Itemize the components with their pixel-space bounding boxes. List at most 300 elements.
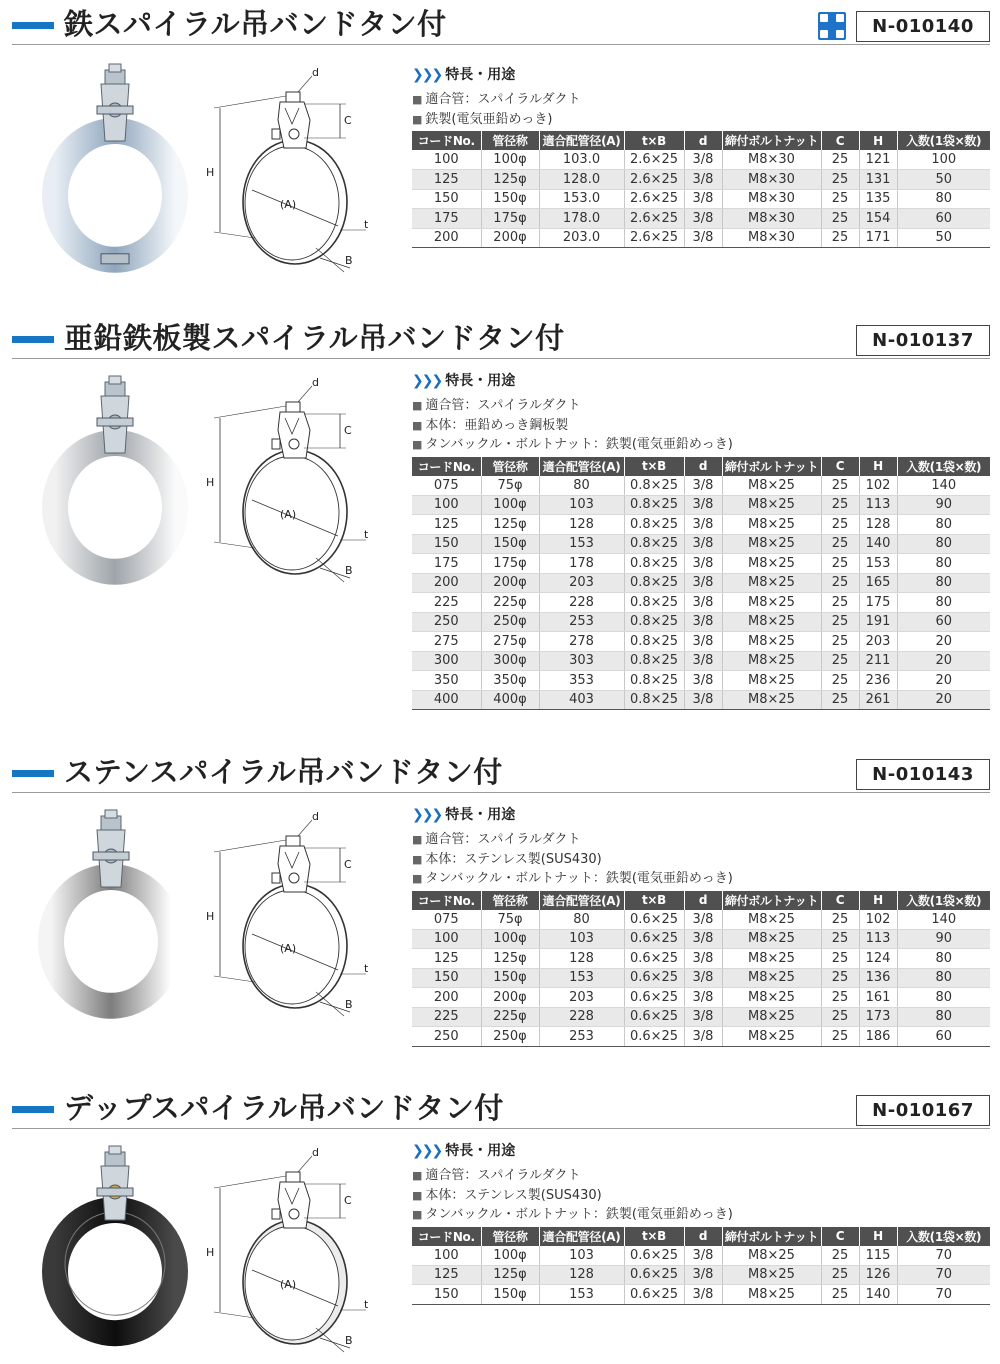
table-row xyxy=(412,1285,990,1305)
table-cell: M8×30 xyxy=(722,170,821,190)
product-photo xyxy=(40,1144,190,1364)
table-cell: 3/8 xyxy=(684,150,722,170)
square-bullet-icon: ■ xyxy=(412,1169,423,1182)
table-cell: 0.8×25 xyxy=(624,515,684,535)
table-cell: 261 xyxy=(859,690,897,710)
table-cell: M8×25 xyxy=(722,495,821,515)
table-cell: M8×25 xyxy=(722,949,821,969)
section-header xyxy=(0,314,1000,360)
table-cell: 25 xyxy=(821,515,859,535)
table-header-cell: t×B xyxy=(624,1227,684,1246)
table-cell: 25 xyxy=(821,534,859,554)
table-cell: 3/8 xyxy=(684,554,722,574)
table-cell: M8×25 xyxy=(722,534,821,554)
table-cell: 121 xyxy=(859,150,897,170)
table-cell: 150 xyxy=(412,534,481,554)
table-cell: 100φ xyxy=(481,495,539,515)
table-cell: 80 xyxy=(897,515,990,535)
table-cell: 153 xyxy=(859,554,897,574)
product-code: N-010137 xyxy=(856,325,990,356)
table-cell: 0.6×25 xyxy=(624,1027,684,1047)
table-cell: 250 xyxy=(412,612,481,632)
table-header-cell: 締付ボルトナット xyxy=(722,891,821,910)
table-cell: 25 xyxy=(821,593,859,613)
table-cell: 175φ xyxy=(481,209,539,229)
table-cell: 25 xyxy=(821,671,859,691)
dim-label-d: d xyxy=(312,1146,319,1159)
table-row xyxy=(412,573,990,593)
table-cell: 3/8 xyxy=(684,910,722,930)
table-row xyxy=(412,632,990,652)
table-cell: 60 xyxy=(897,612,990,632)
band-ring xyxy=(51,877,171,1006)
table-row xyxy=(412,612,990,632)
dim-label-h: H xyxy=(206,476,215,489)
feature-item xyxy=(412,394,581,413)
table-cell: 25 xyxy=(821,1285,859,1305)
table-cell: M8×25 xyxy=(722,988,821,1008)
table-cell: M8×25 xyxy=(722,929,821,949)
feature-text: 適合管：スパイラルダクト xyxy=(425,832,581,847)
table-cell: 150φ xyxy=(481,1285,539,1305)
table-header-cell: 管径称 xyxy=(481,131,539,150)
table-cell: 153 xyxy=(539,1285,624,1305)
product-section xyxy=(0,748,1000,1044)
table-cell: 25 xyxy=(821,612,859,632)
feature-item xyxy=(412,848,602,867)
table-cell: 80 xyxy=(897,988,990,1008)
table-cell: 90 xyxy=(897,929,990,949)
table-row xyxy=(412,671,990,691)
table-row xyxy=(412,929,990,949)
table-cell: M8×25 xyxy=(722,651,821,671)
table-header-cell: 締付ボルトナット xyxy=(722,131,821,150)
table-cell: 126 xyxy=(859,1265,897,1285)
table-cell: 175 xyxy=(859,593,897,613)
table-cell: 0.8×25 xyxy=(624,476,684,496)
dim-label-d: d xyxy=(312,376,319,389)
section-title: 亜鉛鉄板製スパイラル吊バンドタン付 xyxy=(64,321,565,355)
table-cell: 350 xyxy=(412,671,481,691)
table-cell: 154 xyxy=(859,209,897,229)
table-cell: M8×25 xyxy=(722,1285,821,1305)
table-cell: 3/8 xyxy=(684,534,722,554)
table-cell: 250φ xyxy=(481,1027,539,1047)
table-cell: 80 xyxy=(897,593,990,613)
section-divider xyxy=(12,1128,990,1129)
table-row xyxy=(412,189,990,209)
table-cell: 125φ xyxy=(481,515,539,535)
table-row xyxy=(412,534,990,554)
table-cell: 300φ xyxy=(481,651,539,671)
table-row xyxy=(412,1007,990,1027)
table-row xyxy=(412,209,990,229)
feature-item xyxy=(412,88,581,107)
table-cell: 103 xyxy=(539,495,624,515)
table-cell: 3/8 xyxy=(684,612,722,632)
table-cell: M8×30 xyxy=(722,228,821,248)
table-cell: 0.8×25 xyxy=(624,495,684,515)
table-cell: 0.8×25 xyxy=(624,534,684,554)
table-cell: 80 xyxy=(539,476,624,496)
table-cell: 60 xyxy=(897,1027,990,1047)
feature-item xyxy=(412,1203,733,1222)
table-header-row xyxy=(412,891,990,910)
table-header-cell: H xyxy=(859,457,897,476)
product-code: N-010143 xyxy=(856,759,990,790)
chevron-right-icon: ❯❯❯ xyxy=(412,1143,442,1159)
feature-item xyxy=(412,433,733,452)
table-cell: 25 xyxy=(821,209,859,229)
table-header-cell: 締付ボルトナット xyxy=(722,1227,821,1246)
table-row xyxy=(412,1027,990,1047)
table-cell: 3/8 xyxy=(684,228,722,248)
table-header-cell: コードNo. xyxy=(412,131,481,150)
section-divider xyxy=(12,792,990,793)
table-cell: 3/8 xyxy=(684,170,722,190)
dim-label-c: C xyxy=(344,114,352,127)
dim-label-h: H xyxy=(206,1246,215,1259)
table-cell: 3/8 xyxy=(684,1285,722,1305)
table-cell: 253 xyxy=(539,1027,624,1047)
table-cell: M8×25 xyxy=(722,968,821,988)
table-cell: 25 xyxy=(821,1007,859,1027)
dim-label-h: H xyxy=(206,910,215,923)
table-cell: 80 xyxy=(897,189,990,209)
table-cell: 3/8 xyxy=(684,1007,722,1027)
table-cell: 125 xyxy=(412,1265,481,1285)
table-cell: 350φ xyxy=(481,671,539,691)
table-cell: 236 xyxy=(859,671,897,691)
table-cell: 0.8×25 xyxy=(624,593,684,613)
table-cell: 100φ xyxy=(481,929,539,949)
table-cell: 211 xyxy=(859,651,897,671)
dimension-diagram xyxy=(200,1142,385,1357)
table-cell: M8×25 xyxy=(722,1007,821,1027)
table-cell: 75φ xyxy=(481,476,539,496)
feature-text: タンバックル・ボルトナット：鉄製(電気亜鉛めっき) xyxy=(425,437,733,452)
table-cell: M8×25 xyxy=(722,910,821,930)
feature-item xyxy=(412,414,568,433)
table-cell: 2.6×25 xyxy=(624,209,684,229)
table-row xyxy=(412,988,990,1008)
table-cell: 100φ xyxy=(481,150,539,170)
table-header-cell: 入数(1袋×数) xyxy=(897,891,990,910)
table-cell: 70 xyxy=(897,1246,990,1266)
table-cell: 075 xyxy=(412,476,481,496)
feature-text: 適合管：スパイラルダクト xyxy=(425,398,581,413)
section-header xyxy=(0,748,1000,794)
table-cell: 128 xyxy=(859,515,897,535)
table-header-cell: 適合配管径(A) xyxy=(539,131,624,150)
table-cell: 2.6×25 xyxy=(624,189,684,209)
table-cell: 25 xyxy=(821,1265,859,1285)
table-cell: 0.6×25 xyxy=(624,929,684,949)
dim-label-t: t xyxy=(364,528,369,541)
table-cell: 25 xyxy=(821,150,859,170)
section-divider xyxy=(12,358,990,359)
table-cell: 400 xyxy=(412,690,481,710)
table-cell: 80 xyxy=(897,554,990,574)
table-cell: 250φ xyxy=(481,612,539,632)
table-cell: 300 xyxy=(412,651,481,671)
spec-table xyxy=(412,1227,990,1305)
table-cell: 303 xyxy=(539,651,624,671)
certification-badge-icon xyxy=(818,12,846,40)
table-cell: 100 xyxy=(412,495,481,515)
table-row xyxy=(412,515,990,535)
table-cell: 150 xyxy=(412,1285,481,1305)
table-cell: 0.6×25 xyxy=(624,910,684,930)
chevron-right-icon: ❯❯❯ xyxy=(412,373,442,389)
table-cell: 225φ xyxy=(481,1007,539,1027)
table-cell: 0.6×25 xyxy=(624,1246,684,1266)
table-cell: 125 xyxy=(412,170,481,190)
table-cell: 175 xyxy=(412,209,481,229)
table-cell: 203 xyxy=(859,632,897,652)
dim-label-a: (A) xyxy=(280,198,297,211)
table-cell: M8×30 xyxy=(722,209,821,229)
table-cell: M8×25 xyxy=(722,1027,821,1047)
table-cell: 0.6×25 xyxy=(624,968,684,988)
table-cell: 140 xyxy=(897,476,990,496)
table-cell: 178.0 xyxy=(539,209,624,229)
dim-label-h: H xyxy=(206,166,215,179)
dim-label-c: C xyxy=(344,1194,352,1207)
table-cell: 140 xyxy=(859,1285,897,1305)
product-code: N-010167 xyxy=(856,1095,990,1126)
band-ring xyxy=(55,131,175,260)
table-cell: 25 xyxy=(821,1027,859,1047)
table-cell: M8×25 xyxy=(722,573,821,593)
dimension-diagram xyxy=(200,806,385,1021)
dim-label-t: t xyxy=(364,962,369,975)
feature-text: タンバックル・ボルトナット：鉄製(電気亜鉛めっき) xyxy=(425,871,733,886)
table-cell: 3/8 xyxy=(684,1027,722,1047)
table-cell: 25 xyxy=(821,189,859,209)
table-cell: M8×25 xyxy=(722,1246,821,1266)
feature-item xyxy=(412,1164,581,1183)
feature-item xyxy=(412,828,581,847)
features-heading-text: 特長・用途 xyxy=(445,373,516,389)
table-header-row xyxy=(412,1227,990,1246)
table-cell: 125 xyxy=(412,515,481,535)
table-cell: 400φ xyxy=(481,690,539,710)
band-ring xyxy=(55,443,175,572)
table-cell: 3/8 xyxy=(684,1265,722,1285)
table-cell: 100φ xyxy=(481,1246,539,1266)
table-cell: 191 xyxy=(859,612,897,632)
features-heading xyxy=(412,804,515,824)
table-cell: 175φ xyxy=(481,554,539,574)
section-accent-bar xyxy=(12,22,54,29)
table-cell: 3/8 xyxy=(684,515,722,535)
features-heading-text: 特長・用途 xyxy=(445,807,516,823)
table-cell: 80 xyxy=(897,1007,990,1027)
square-bullet-icon: ■ xyxy=(412,1188,423,1202)
table-cell: 225 xyxy=(412,1007,481,1027)
table-cell: 3/8 xyxy=(684,651,722,671)
table-cell: 124 xyxy=(859,949,897,969)
product-code: N-010140 xyxy=(856,11,990,42)
table-cell: 25 xyxy=(821,632,859,652)
table-cell: 25 xyxy=(821,476,859,496)
feature-text: 鉄製(電気亜鉛めっき) xyxy=(425,111,553,127)
dim-label-t: t xyxy=(364,1298,369,1311)
table-header-cell: H xyxy=(859,1227,897,1246)
table-header-cell: コードNo. xyxy=(412,891,481,910)
square-bullet-icon: ■ xyxy=(412,93,423,106)
table-cell: 128 xyxy=(539,1265,624,1285)
table-header-cell: 適合配管径(A) xyxy=(539,457,624,476)
table-cell: 135 xyxy=(859,189,897,209)
table-cell: 3/8 xyxy=(684,632,722,652)
table-cell: 225φ xyxy=(481,593,539,613)
table-cell: 25 xyxy=(821,554,859,574)
table-cell: 25 xyxy=(821,949,859,969)
table-cell: 25 xyxy=(821,228,859,248)
dim-label-t: t xyxy=(364,218,369,231)
table-cell: 50 xyxy=(897,170,990,190)
table-cell: 178 xyxy=(539,554,624,574)
table-row xyxy=(412,1246,990,1266)
table-cell: 150φ xyxy=(481,534,539,554)
table-cell: 0.6×25 xyxy=(624,988,684,1008)
table-cell: 0.6×25 xyxy=(624,1265,684,1285)
chevron-right-icon: ❯❯❯ xyxy=(412,807,442,823)
feature-item xyxy=(412,108,552,127)
table-cell: 100 xyxy=(897,150,990,170)
features-heading xyxy=(412,370,515,390)
table-cell: 2.6×25 xyxy=(624,228,684,248)
table-row xyxy=(412,910,990,930)
table-row xyxy=(412,968,990,988)
table-cell: 3/8 xyxy=(684,968,722,988)
table-row xyxy=(412,1265,990,1285)
table-cell: 0.8×25 xyxy=(624,612,684,632)
section-header xyxy=(0,0,1000,46)
feature-item xyxy=(412,1184,602,1203)
table-header-cell: 管径称 xyxy=(481,1227,539,1246)
table-header-cell: H xyxy=(859,131,897,150)
table-cell: 250 xyxy=(412,1027,481,1047)
table-cell: 136 xyxy=(859,968,897,988)
table-cell: 3/8 xyxy=(684,189,722,209)
table-cell: 80 xyxy=(897,949,990,969)
table-cell: 113 xyxy=(859,929,897,949)
table-header-cell: 管径称 xyxy=(481,891,539,910)
table-cell: 275φ xyxy=(481,632,539,652)
table-cell: 80 xyxy=(897,573,990,593)
table-row xyxy=(412,554,990,574)
dim-label-c: C xyxy=(344,858,352,871)
table-header-cell: 締付ボルトナット xyxy=(722,457,821,476)
spec-table xyxy=(412,457,990,711)
table-cell: 60 xyxy=(897,209,990,229)
table-cell: 20 xyxy=(897,671,990,691)
table-row xyxy=(412,651,990,671)
table-cell: 150 xyxy=(412,189,481,209)
feature-text: 適合管：スパイラルダクト xyxy=(425,92,581,107)
table-cell: 128 xyxy=(539,949,624,969)
square-bullet-icon: ■ xyxy=(412,438,423,451)
section-title: ステンスパイラル吊バンドタン付 xyxy=(64,755,503,789)
table-row xyxy=(412,476,990,496)
table-cell: 150φ xyxy=(481,189,539,209)
table-cell: 173 xyxy=(859,1007,897,1027)
table-row xyxy=(412,949,990,969)
table-header-cell: d xyxy=(684,1227,722,1246)
table-cell: 0.6×25 xyxy=(624,1285,684,1305)
table-row xyxy=(412,593,990,613)
table-cell: 2.6×25 xyxy=(624,150,684,170)
table-header-cell: d xyxy=(684,457,722,476)
table-cell: 3/8 xyxy=(684,988,722,1008)
square-bullet-icon: ■ xyxy=(412,872,423,885)
table-cell: 0.8×25 xyxy=(624,651,684,671)
table-cell: M8×25 xyxy=(722,632,821,652)
table-cell: 25 xyxy=(821,968,859,988)
table-cell: 153 xyxy=(539,968,624,988)
table-cell: 125φ xyxy=(481,1265,539,1285)
table-cell: 0.8×25 xyxy=(624,671,684,691)
table-cell: 186 xyxy=(859,1027,897,1047)
square-bullet-icon: ■ xyxy=(412,833,423,846)
table-cell: M8×25 xyxy=(722,476,821,496)
table-cell: 50 xyxy=(897,228,990,248)
table-cell: 100 xyxy=(412,1246,481,1266)
square-bullet-icon: ■ xyxy=(412,418,423,432)
table-header-cell: d xyxy=(684,891,722,910)
table-cell: 125 xyxy=(412,949,481,969)
table-cell: 200 xyxy=(412,573,481,593)
table-cell: 165 xyxy=(859,573,897,593)
square-bullet-icon: ■ xyxy=(412,1208,423,1221)
table-cell: 140 xyxy=(897,910,990,930)
dim-label-a: (A) xyxy=(280,508,297,521)
table-header-cell: C xyxy=(821,1227,859,1246)
section-title: デップスパイラル吊バンドタン付 xyxy=(64,1091,504,1125)
table-header-cell: d xyxy=(684,131,722,150)
table-cell: 3/8 xyxy=(684,949,722,969)
feature-text: 適合管：スパイラルダクト xyxy=(425,1168,581,1183)
table-row xyxy=(412,690,990,710)
features-heading-text: 特長・用途 xyxy=(445,1143,516,1159)
features-heading-text: 特長・用途 xyxy=(445,67,516,83)
table-cell: 128 xyxy=(539,515,624,535)
dim-label-c: C xyxy=(344,424,352,437)
table-cell: 171 xyxy=(859,228,897,248)
dim-label-b: B xyxy=(345,254,353,267)
table-cell: 20 xyxy=(897,632,990,652)
dim-label-d: d xyxy=(312,810,319,823)
table-cell: M8×25 xyxy=(722,515,821,535)
section-title: 鉄スパイラル吊バンドタン付 xyxy=(64,7,447,41)
table-cell: 131 xyxy=(859,170,897,190)
table-cell: 100 xyxy=(412,929,481,949)
table-cell: 25 xyxy=(821,651,859,671)
table-cell: 200φ xyxy=(481,988,539,1008)
table-cell: M8×25 xyxy=(722,671,821,691)
table-header-cell: 入数(1袋×数) xyxy=(897,1227,990,1246)
table-cell: 25 xyxy=(821,690,859,710)
table-cell: 102 xyxy=(859,476,897,496)
table-cell: 102 xyxy=(859,910,897,930)
table-cell: 128.0 xyxy=(539,170,624,190)
table-header-row xyxy=(412,131,990,150)
square-bullet-icon: ■ xyxy=(412,112,423,126)
table-cell: 103 xyxy=(539,929,624,949)
